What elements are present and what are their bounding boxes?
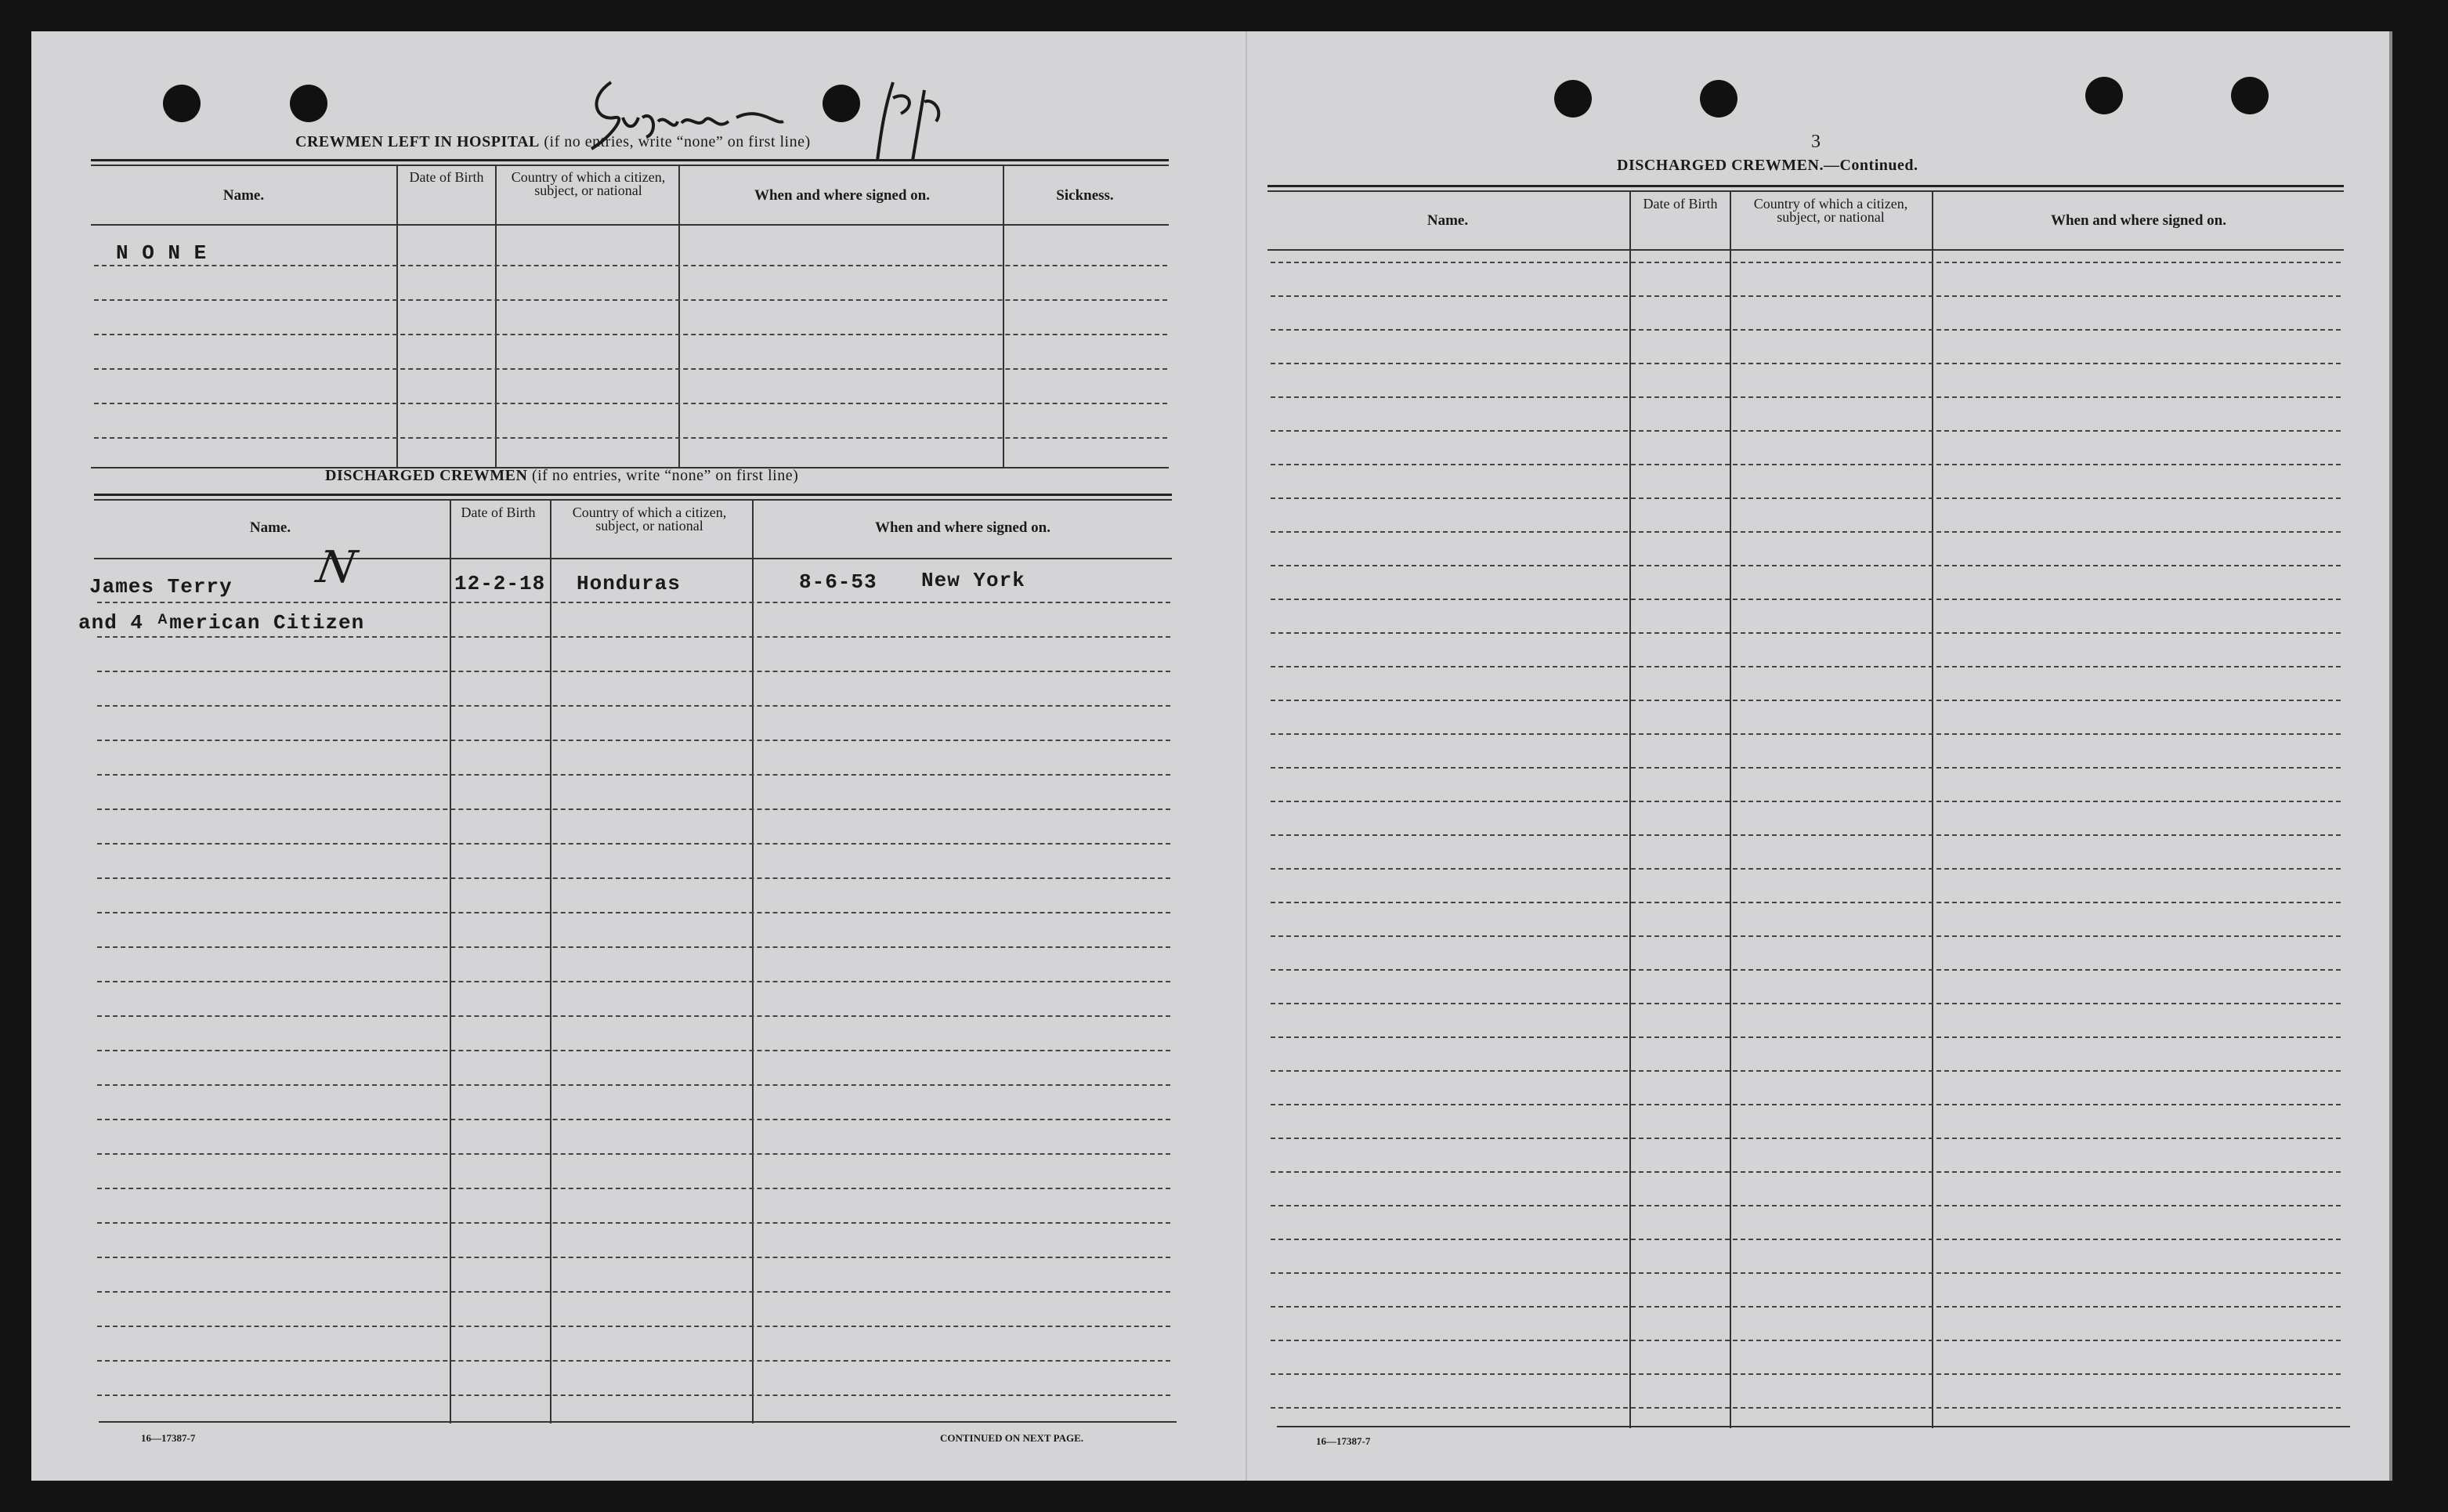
dotted-line <box>94 299 1167 301</box>
dotted-line <box>1271 1036 2341 1038</box>
dotted-line <box>1271 733 2341 735</box>
col-divider <box>1629 190 1631 1428</box>
dotted-line <box>1271 599 2341 600</box>
dotted-line <box>94 334 1167 335</box>
punch-hole <box>1700 80 1737 118</box>
dotted-line <box>97 1188 1170 1189</box>
dotted-line <box>1271 632 2341 634</box>
right-bottom-rule <box>1277 1426 2350 1427</box>
dotted-line <box>97 843 1170 845</box>
discharged-col-dob: Date of Birth <box>461 505 536 520</box>
hospital-top-rule-inner <box>91 165 1169 166</box>
dotted-line <box>1271 565 2341 566</box>
hospital-col-name: Name. <box>222 187 265 204</box>
center-fold <box>1246 31 1247 1481</box>
col-divider <box>1730 190 1731 1428</box>
discharged-col-name: Name. <box>249 519 291 536</box>
right-top-rule-inner <box>1267 190 2344 192</box>
hospital-col-dob: Date of Birth <box>409 169 484 185</box>
crewman-signed-date: 8-6-53 <box>799 570 877 594</box>
dotted-line <box>1271 262 2341 263</box>
dotted-line <box>94 403 1167 404</box>
hospital-col-signed-on: When and where signed on. <box>754 187 930 204</box>
hospital-section-title: CREWMEN LEFT IN HOSPITAL (if no entries, write “none” on first line) <box>295 133 811 150</box>
dotted-line <box>97 1084 1170 1086</box>
col-divider <box>495 165 497 467</box>
dotted-line <box>97 1326 1170 1327</box>
dotted-line <box>1271 801 2341 802</box>
document-page <box>31 31 2392 1481</box>
dotted-line <box>97 877 1170 879</box>
dotted-line <box>1271 1239 2341 1240</box>
hospital-header-rule <box>91 224 1169 226</box>
dotted-line <box>97 1222 1170 1224</box>
dotted-line <box>1271 1003 2341 1004</box>
dotted-line <box>97 774 1170 776</box>
discharged-top-rule <box>94 494 1172 496</box>
dotted-line <box>97 671 1170 672</box>
col-divider <box>1003 165 1004 467</box>
right-col-dob: Date of Birth <box>1643 196 1718 212</box>
dotted-line <box>1271 295 2341 297</box>
dotted-line <box>97 1291 1170 1293</box>
dotted-line <box>97 740 1170 741</box>
handwritten-mark: N <box>313 542 360 593</box>
dotted-line <box>97 705 1170 707</box>
dotted-line <box>1271 902 2341 903</box>
dotted-line <box>97 1015 1170 1017</box>
dotted-line <box>1271 1205 2341 1206</box>
discharged-top-rule-inner <box>94 499 1172 501</box>
dotted-line <box>97 1257 1170 1258</box>
right-col-country: Country of which a citizen, subject, or national <box>1753 196 1908 225</box>
right-top-rule <box>1267 185 2344 187</box>
dotted-line <box>1271 969 2341 971</box>
page-number: 3 <box>1811 132 1821 152</box>
col-divider <box>678 165 680 467</box>
dotted-line <box>1271 868 2341 870</box>
dotted-line <box>1271 363 2341 364</box>
discharged-section-title: DISCHARGED CREWMEN (if no entries, write “none” on first line) <box>325 467 799 484</box>
dotted-line <box>1271 1070 2341 1072</box>
discharged-bottom-rule <box>99 1421 1177 1423</box>
right-col-name: Name. <box>1426 212 1469 229</box>
col-divider <box>396 165 398 467</box>
hospital-col-country: Country of which a citizen, subject, or national <box>511 169 666 198</box>
discharged-col-signed-on: When and where signed on. <box>874 519 1050 536</box>
dotted-line <box>97 1153 1170 1155</box>
crewman-country: Honduras <box>577 572 681 595</box>
punch-hole <box>290 85 327 122</box>
dotted-line <box>97 1119 1170 1120</box>
dotted-line <box>97 912 1170 913</box>
dotted-line <box>1271 666 2341 667</box>
col-divider <box>1932 190 1933 1428</box>
dotted-line <box>97 808 1170 810</box>
dotted-line <box>1271 329 2341 331</box>
form-number: 16—17387-7 <box>141 1432 196 1444</box>
dotted-line <box>97 1394 1170 1396</box>
dotted-line <box>1271 497 2341 499</box>
dotted-line <box>1271 1272 2341 1274</box>
right-section-title: DISCHARGED CREWMEN.—Continued. <box>1617 157 1918 174</box>
dotted-line <box>97 636 1170 638</box>
crewman-note: and 4 ᴬmerican Citizen <box>78 611 365 635</box>
dotted-line <box>1271 1104 2341 1105</box>
col-divider <box>450 499 451 1423</box>
right-header-rule <box>1267 249 2344 251</box>
dotted-line <box>97 946 1170 948</box>
dotted-line <box>94 265 1167 266</box>
dotted-line <box>94 368 1167 370</box>
dotted-line <box>97 1360 1170 1362</box>
dotted-line <box>1271 1407 2341 1409</box>
dotted-line <box>1271 396 2341 398</box>
dotted-line <box>1271 1306 2341 1308</box>
crewman-name: James Terry <box>89 575 233 599</box>
punch-hole <box>1554 80 1592 118</box>
dotted-line <box>1271 464 2341 465</box>
punch-hole <box>2085 77 2123 114</box>
discharged-col-country: Country of which a citizen, subject, or national <box>572 505 727 534</box>
crewman-dob: 12-2-18 <box>454 572 546 595</box>
dotted-line <box>1271 834 2341 836</box>
dotted-line <box>1271 935 2341 937</box>
hospital-entry: N O N E <box>116 241 208 265</box>
dotted-line <box>1271 531 2341 533</box>
continued-note: CONTINUED ON NEXT PAGE. <box>940 1432 1083 1444</box>
dotted-line <box>1271 700 2341 701</box>
dotted-line <box>97 602 1170 603</box>
dotted-line <box>1271 1138 2341 1139</box>
dotted-line <box>1271 1373 2341 1375</box>
dotted-line <box>1271 430 2341 432</box>
col-divider <box>550 499 551 1423</box>
right-col-signed-on: When and where signed on. <box>2050 212 2226 229</box>
punch-hole <box>2231 77 2269 114</box>
punch-hole <box>163 85 201 122</box>
discharged-header-rule <box>94 558 1172 559</box>
col-divider <box>752 499 754 1423</box>
hospital-col-sickness: Sickness. <box>1056 187 1114 204</box>
dotted-line <box>1271 767 2341 769</box>
form-number-right: 16—17387-7 <box>1316 1435 1371 1447</box>
hospital-top-rule <box>91 159 1169 161</box>
dotted-line <box>97 1050 1170 1051</box>
dotted-line <box>94 437 1167 439</box>
dotted-line <box>97 981 1170 982</box>
handwritten-signature <box>580 74 987 168</box>
dotted-line <box>1271 1340 2341 1341</box>
crewman-signed-place: New York <box>921 569 1025 592</box>
dotted-line <box>1271 1171 2341 1173</box>
